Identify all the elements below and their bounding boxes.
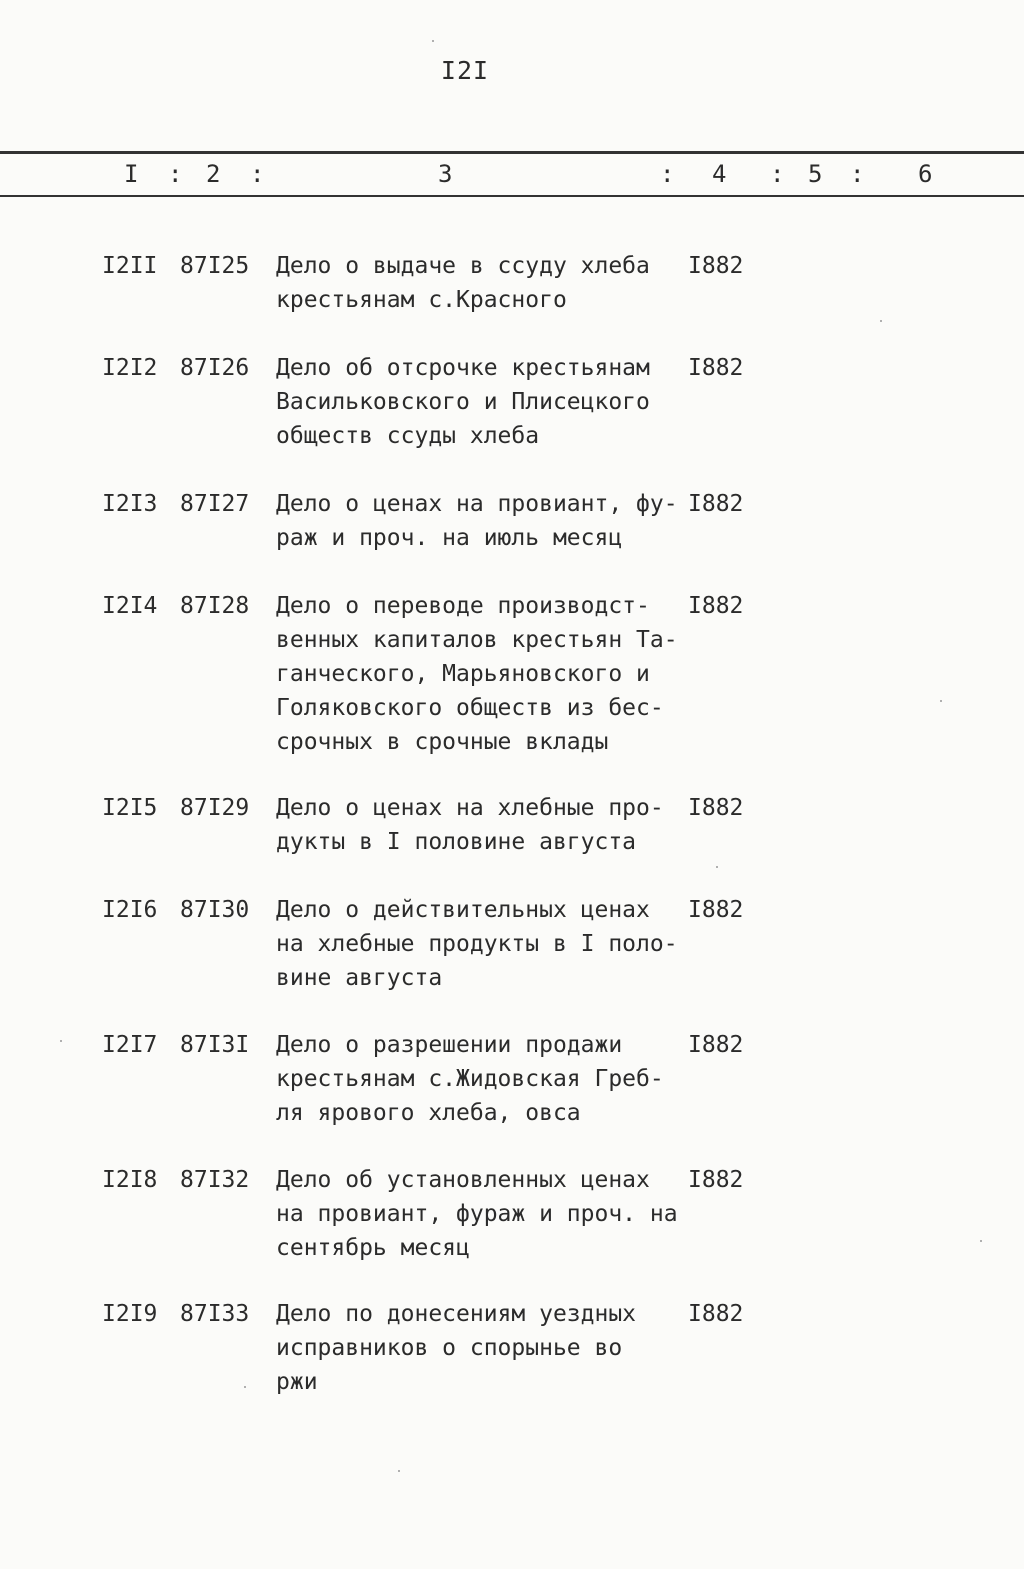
entry-title: Дело об установленных ценах на провиант, фураж и проч. на сентябрь месяц	[276, 1167, 678, 1261]
column-header-2: 2	[206, 160, 221, 188]
column-header-row	[0, 160, 1024, 190]
entry-year: I882	[688, 253, 744, 279]
entry-title: Дело о выдаче в ссуду хлеба крестьянам с.Красного	[276, 253, 650, 313]
entry-code: 87I25	[180, 253, 250, 279]
entry-year: I882	[688, 491, 744, 517]
entry-title: Дело о действительных ценах на хлебные продукты в I поло- вине августа	[276, 897, 678, 991]
entry-number: I2I4	[102, 593, 158, 619]
column-header-5: 5	[808, 160, 823, 188]
entry-number: I2II	[102, 253, 158, 279]
page-number: I2I	[440, 56, 490, 85]
entry-code: 87I26	[180, 355, 250, 381]
entry-code: 87I3I	[180, 1032, 250, 1058]
entry-year: I882	[688, 593, 744, 619]
entry-code: 87I29	[180, 795, 250, 821]
scan-speck	[432, 40, 434, 42]
column-header-6: 6	[918, 160, 933, 188]
entry-number: I2I3	[102, 491, 158, 517]
entry-year: I882	[688, 1032, 744, 1058]
entry-number: I2I9	[102, 1301, 158, 1327]
header-top-rule	[0, 151, 1024, 154]
entry-title: Дело о ценах на провиант, фу- раж и проч. на июль месяц	[276, 491, 678, 551]
entry-title: Дело об отсрочке крестьянам Васильковского и Плисецкого обществ ссуды хлеба	[276, 355, 650, 449]
entry-year: I882	[688, 897, 744, 923]
entry-title: Дело о переводе производст- венных капиталов крестьян Та- ганческого, Марьяновского и Голяковского обществ из бес- срочных в срочные вклады	[276, 593, 678, 755]
entry-number: I2I8	[102, 1167, 158, 1193]
entry-code: 87I27	[180, 491, 250, 517]
entry-code: 87I33	[180, 1301, 250, 1327]
column-header-separator: :	[250, 160, 265, 188]
column-header-separator: :	[770, 160, 785, 188]
entry-code: 87I28	[180, 593, 250, 619]
entry-year: I882	[688, 355, 744, 381]
entry-title: Дело о разрешении продажи крестьянам с.Жидовская Греб- ля ярового хлеба, овса	[276, 1032, 664, 1126]
entry-number: I2I6	[102, 897, 158, 923]
entry-year: I882	[688, 795, 744, 821]
column-header-4: 4	[712, 160, 727, 188]
column-header-separator: :	[850, 160, 865, 188]
column-header-1: I	[124, 160, 139, 188]
entry-number: I2I7	[102, 1032, 158, 1058]
entry-code: 87I30	[180, 897, 250, 923]
scan-speck	[880, 320, 882, 322]
scan-speck	[980, 1240, 982, 1242]
entry-title: Дело о ценах на хлебные про- дукты в I половине августа	[276, 795, 664, 855]
entry-number: I2I5	[102, 795, 158, 821]
scan-speck	[716, 866, 718, 868]
column-header-3: 3	[438, 160, 453, 188]
header-bottom-rule	[0, 195, 1024, 197]
column-header-separator: :	[660, 160, 675, 188]
column-header-separator: :	[168, 160, 183, 188]
scan-speck	[940, 700, 942, 702]
entry-year: I882	[688, 1167, 744, 1193]
entry-title: Дело по донесениям уездных исправников о спорынье во ржи	[276, 1301, 637, 1395]
entry-year: I882	[688, 1301, 744, 1327]
scan-speck	[60, 1040, 62, 1042]
entry-code: 87I32	[180, 1167, 250, 1193]
scan-speck	[398, 1470, 400, 1472]
entry-number: I2I2	[102, 355, 158, 381]
scan-speck	[244, 1386, 246, 1388]
